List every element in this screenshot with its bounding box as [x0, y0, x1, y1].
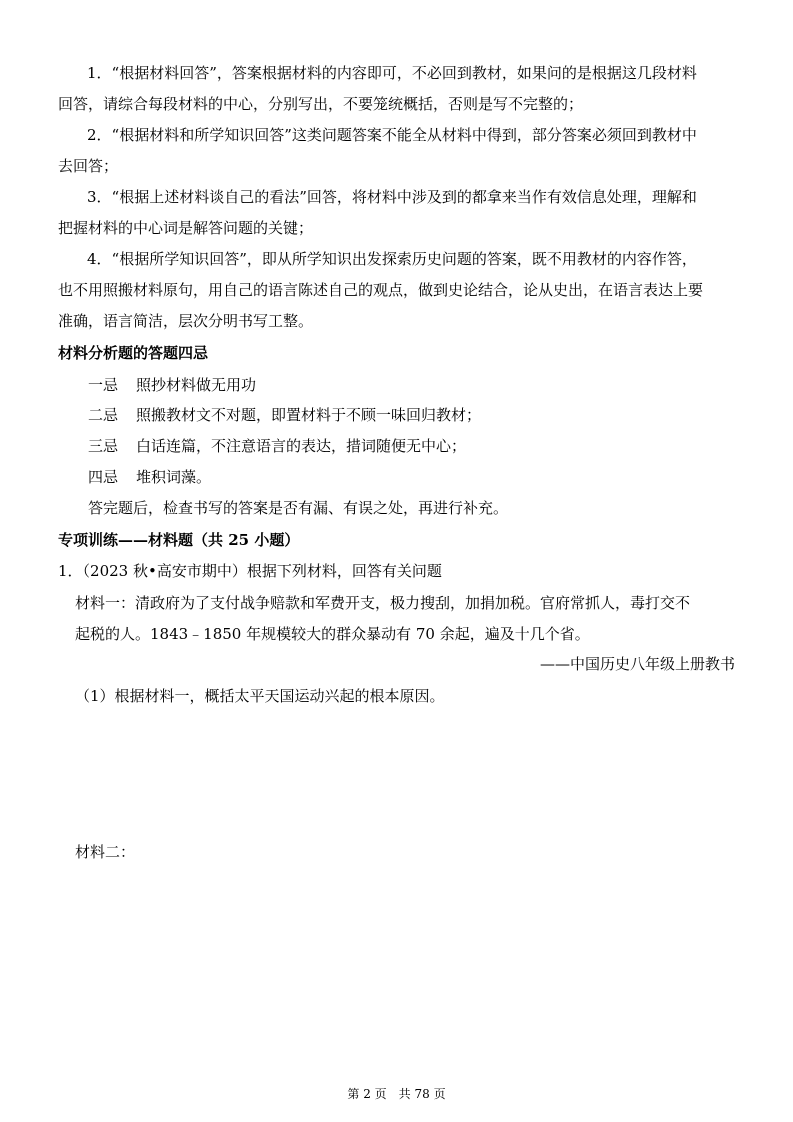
training-heading-prefix: 专项训练——材料题（共 — [58, 531, 229, 549]
material-1-line-1: 材料一：清政府为了支付战争赔款和军费开支，极力搜刮，加捐加税。官府常抓人，毒打交不 — [75, 594, 691, 612]
material-2-label: 材料二： — [75, 843, 136, 861]
tip-1-line-1: 1．“根据材料回答”，答案根据材料的内容即可，不必回到教材，如果问的是根据这几段材料 — [87, 64, 697, 82]
taboo-text: 照抄材料做无用功 — [136, 376, 257, 394]
training-heading — [58, 530, 299, 550]
page-total: 78 — [414, 1087, 430, 1101]
tip-2-line-2: 去回答； — [58, 157, 119, 175]
training-heading-suffix: 小题） — [249, 531, 300, 549]
tip-4-line-3: 准确，语言简洁，层次分明书写工整。 — [58, 312, 314, 330]
training-heading-count: 25 — [228, 531, 250, 549]
sub-question-1: （1）根据材料一，概括太平天国运动兴起的根本原因。 — [75, 687, 445, 705]
taboo-item-3 — [88, 436, 466, 456]
tip-4-line-1: 4．“根据所学知识回答”，即从所学知识出发探索历史问题的答案，既不用教材的内容作答， — [87, 250, 697, 268]
taboo-item-1 — [88, 375, 256, 395]
taboos-note: 答完题后，检查书写的答案是否有漏、有误之处，再进行补充。 — [88, 499, 509, 517]
material-1-line-2: 起税的人。1843﹣1850 年规模较大的群众暴动有 70 余起，遍及十几个省。 — [75, 625, 590, 643]
page-suffix: 页 — [433, 1087, 446, 1101]
taboo-item-2 — [88, 405, 481, 425]
taboo-text: 堆积词藻。 — [136, 468, 212, 486]
tip-2-line-1: 2．“根据材料和所学知识回答”这类问题答案不能全从材料中得到，部分答案必须回到教材中 — [87, 126, 697, 144]
taboos-heading: 材料分析题的答题四忌 — [58, 344, 209, 362]
page-middle: 页 共 — [374, 1087, 411, 1101]
taboo-label: 三忌 — [88, 437, 119, 455]
taboo-label: 四忌 — [88, 468, 119, 486]
tip-1-line-2: 回答，请综合每段材料的中心，分别写出，不要笼统概括，否则是写不完整的； — [58, 95, 584, 113]
taboo-item-4 — [88, 467, 211, 487]
page-prefix: 第 — [347, 1087, 360, 1101]
material-1-citation: ——中国历史八年级上册教书 — [539, 655, 735, 673]
question-prompt: 根据下列材料，回答有关问题 — [246, 562, 442, 580]
question-source: （2023 秋•高安市期中） — [82, 562, 247, 580]
question-1-header — [58, 561, 442, 581]
page-footer — [0, 1086, 793, 1102]
tip-4-line-2: 也不用照搬材料原句，用自己的语言陈述自己的观点，做到史论结合，论从史出，在语言表达上要 — [58, 281, 704, 299]
page-current: 2 — [363, 1087, 371, 1101]
tip-3-line-1: 3．“根据上述材料谈自己的看法”回答，将材料中涉及到的都拿来当作有效信息处理，理解和 — [87, 188, 697, 206]
taboo-label: 一忌 — [88, 376, 119, 394]
taboo-text: 白话连篇，不注意语言的表达，措词随便无中心； — [136, 437, 467, 455]
question-number: 1． — [58, 562, 83, 580]
taboo-text: 照搬教材文不对题，即置材料于不顾一味回归教材； — [136, 406, 482, 424]
taboo-label: 二忌 — [88, 406, 119, 424]
tip-3-line-2: 把握材料的中心词是解答问题的关键； — [58, 219, 314, 237]
